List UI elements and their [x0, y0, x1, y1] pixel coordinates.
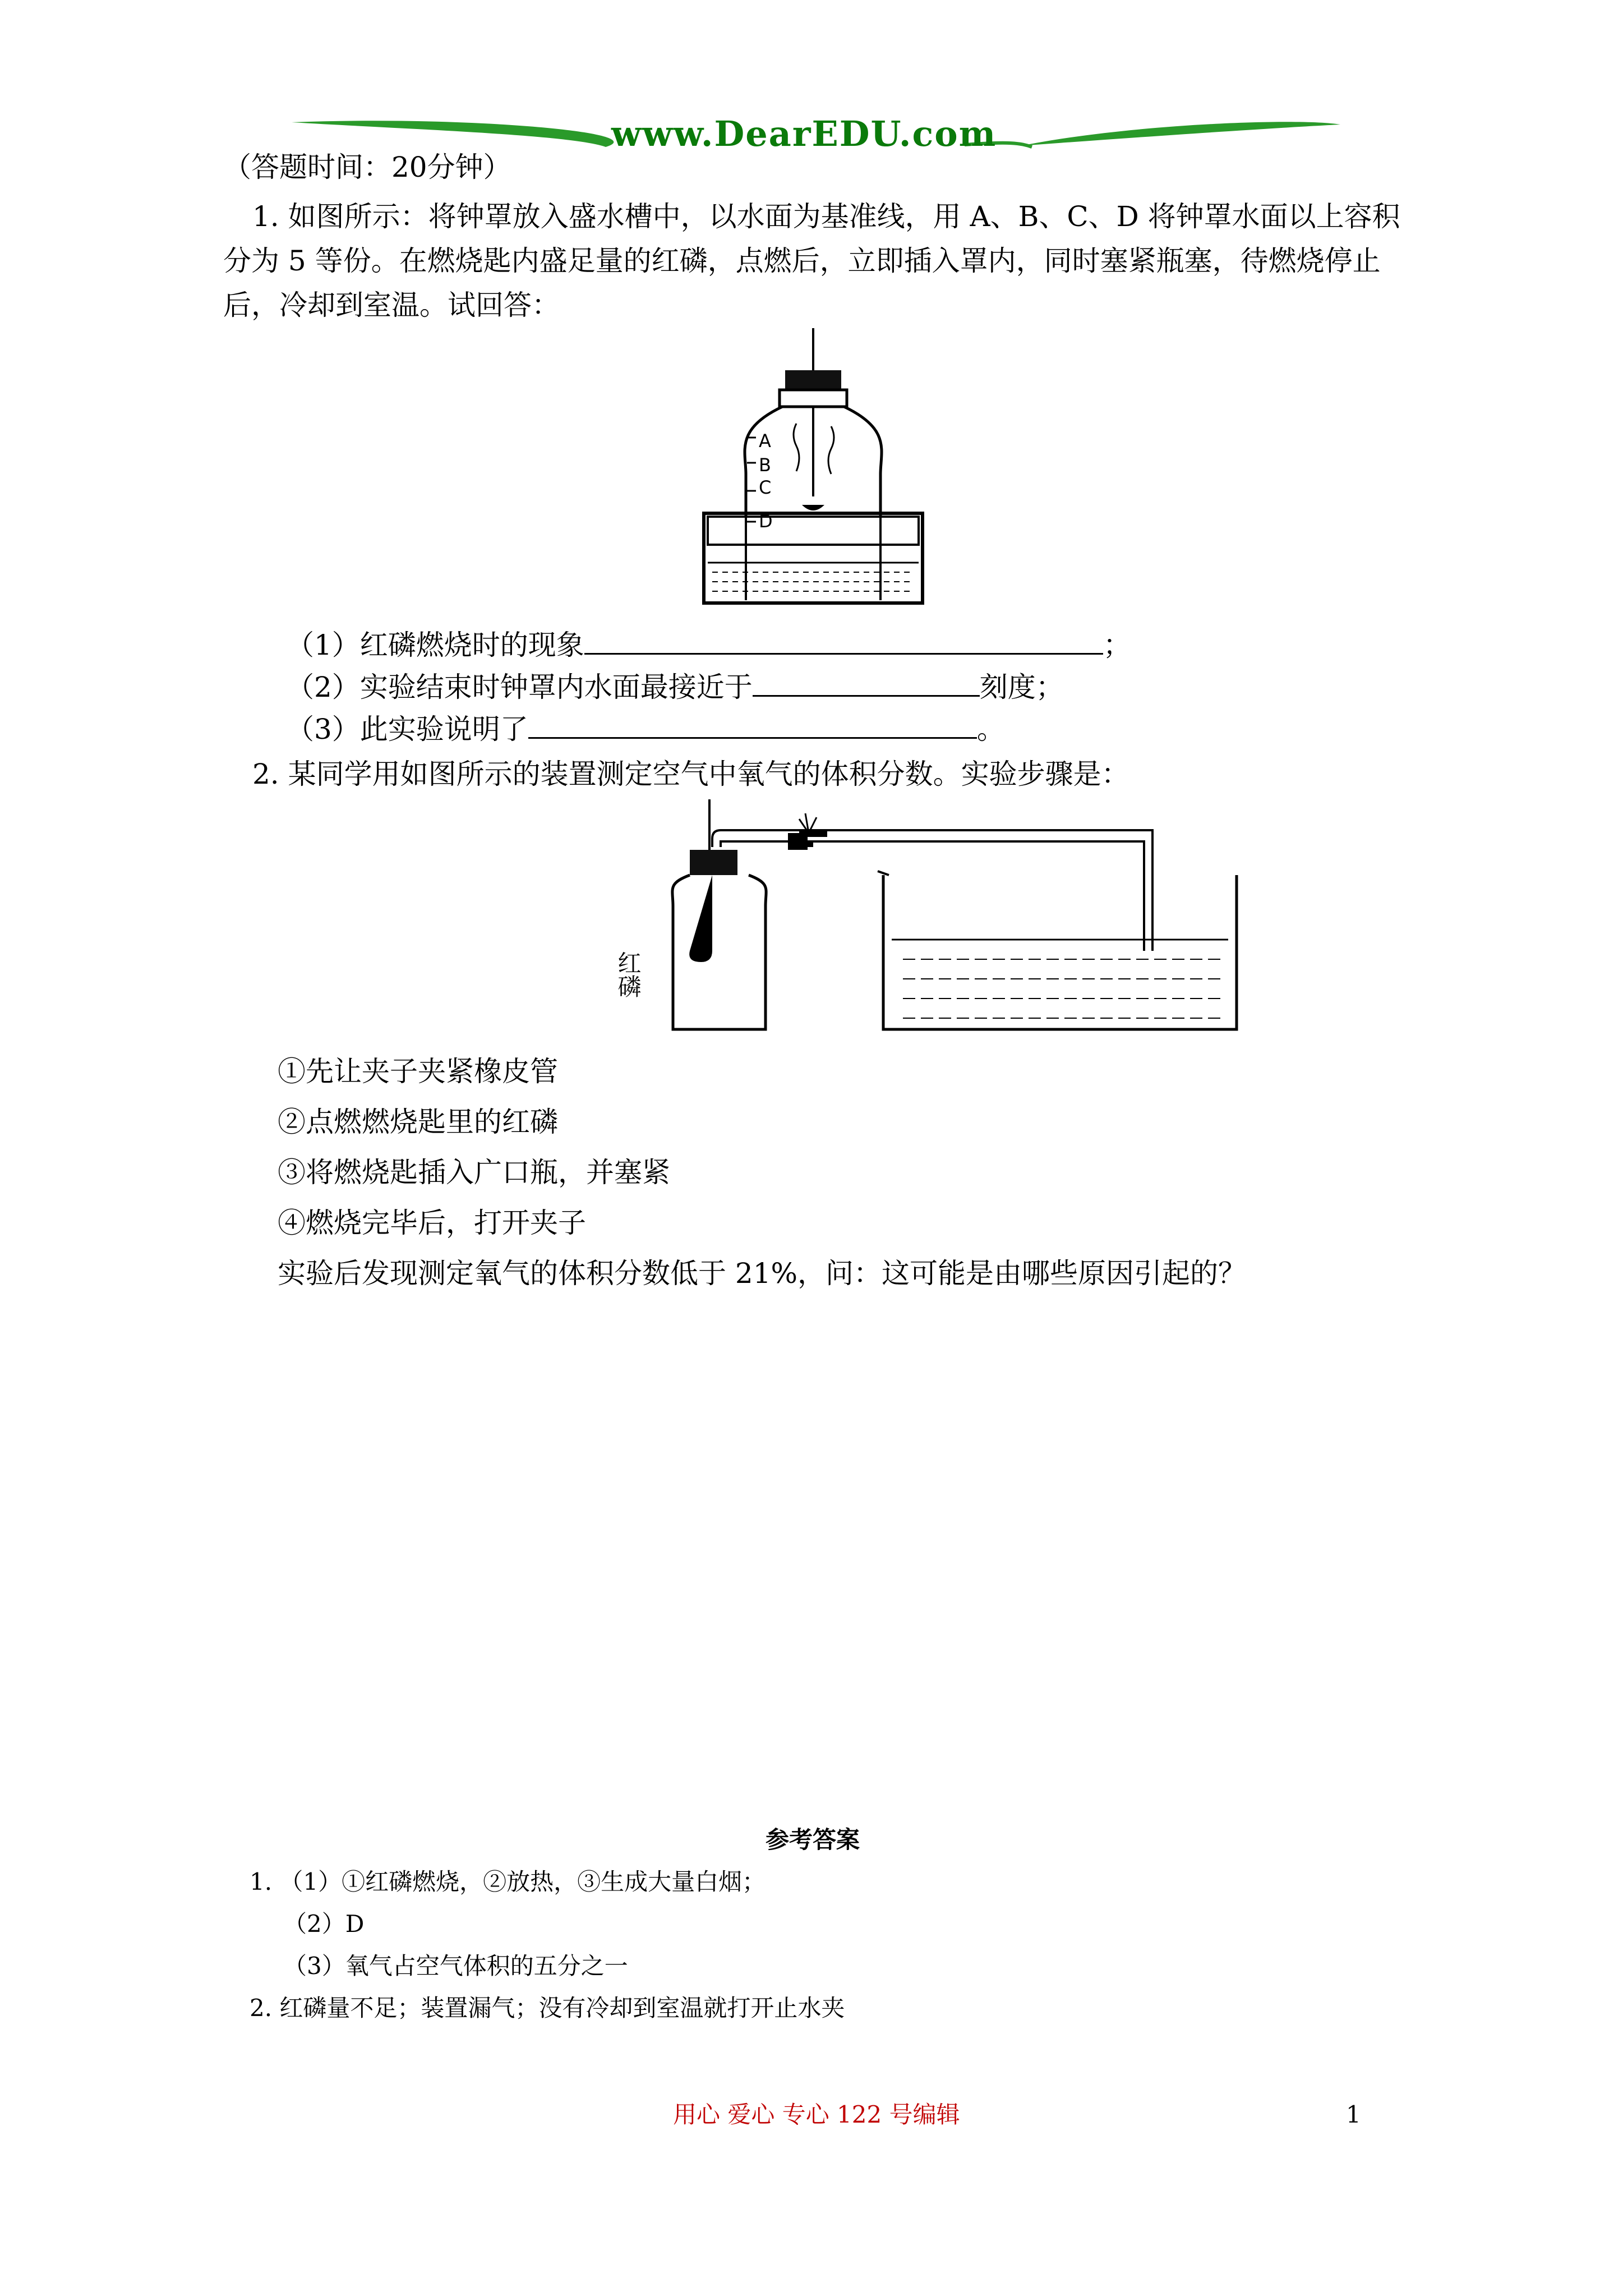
fig1-label-c: C	[759, 477, 772, 498]
page-number: 1	[1346, 2101, 1361, 2128]
q1-line-1: 1. 如图所示：将钟罩放入盛水槽中，以水面为基准线，用 A、B、C、D 将钟罩水面以上容积	[252, 200, 1400, 233]
answer-time-note: （答题时间：20分钟）	[223, 151, 511, 183]
q1-sub3	[286, 712, 1005, 746]
answers-title: 参考答案	[766, 1826, 860, 1853]
q1-sub3-prefix: （3）此实验说明了	[286, 713, 528, 746]
fig1-label-a: A	[759, 430, 771, 452]
q1-sub1-prefix: （1）红磷燃烧时的现象	[286, 629, 584, 661]
site-logo: www.DearEDU.com	[611, 113, 997, 154]
q1-sub3-blank[interactable]	[528, 712, 977, 739]
q1-sub2-blank[interactable]	[753, 670, 980, 697]
q1-sub3-suffix: 。	[976, 713, 1005, 746]
q1-line-2: 分为 5 等份。在燃烧匙内盛足量的红磷，点燃后，立即插入罩内，同时塞紧瓶塞，待燃烧停止	[223, 245, 1381, 277]
footer-text: 用心 爱心 专心 122 号编辑	[673, 2101, 960, 2128]
bell-jar-figure	[701, 328, 925, 606]
q2-question: 实验后发现测定氧气的体积分数低于 21%，问：这可能是由哪些原因引起的？	[278, 1257, 1247, 1290]
q2-step-1: ①先让夹子夹紧橡皮管	[278, 1055, 558, 1088]
fig1-label-b: B	[759, 454, 771, 476]
q1-sub1	[286, 628, 1131, 662]
apparatus-figure	[614, 799, 1245, 1038]
q2-step-3: ③将燃烧匙插入广口瓶，并塞紧	[278, 1156, 670, 1189]
q2-intro: 2. 某同学用如图所示的装置测定空气中氧气的体积分数。实验步骤是：	[252, 758, 1129, 790]
q2-step-4: ④燃烧完毕后，打开夹子	[278, 1207, 586, 1239]
q1-sub2	[286, 670, 1064, 704]
q1-sub1-suffix: ；	[1103, 629, 1131, 661]
q2-step-2: ②点燃燃烧匙里的红磷	[278, 1106, 558, 1138]
q1-line-3: 后，冷却到室温。试回答：	[223, 289, 560, 321]
answer-1-2: （2）D	[283, 1910, 365, 1938]
q1-sub2-prefix: （2）实验结束时钟罩内水面最接近于	[286, 671, 753, 703]
answer-1-1: 1. （1）①红磷燃烧，②放热，③生成大量白烟；	[250, 1868, 766, 1895]
q1-sub2-suffix: 刻度；	[979, 671, 1064, 703]
q1-sub1-blank[interactable]	[584, 628, 1103, 655]
red-phosphorus-label: 红磷	[614, 951, 642, 998]
answer-1-3: （3）氧气占空气体积的五分之一	[283, 1952, 628, 1980]
answer-2: 2. 红磷量不足；装置漏气；没有冷却到室温就打开止水夹	[250, 1994, 845, 2022]
fig1-label-d: D	[759, 510, 773, 532]
